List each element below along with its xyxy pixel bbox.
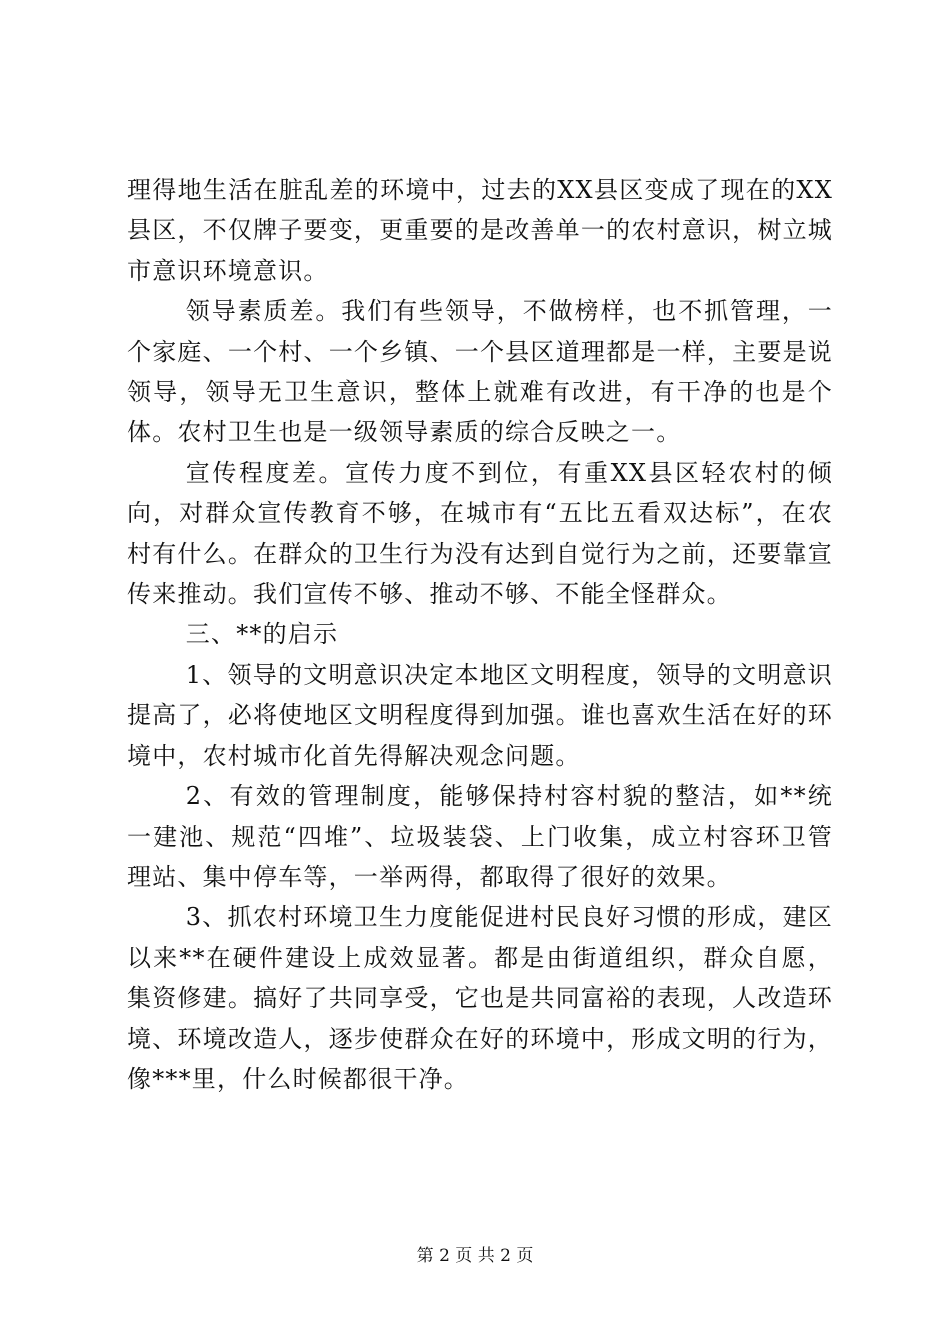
- paragraph-leadership-quality: 领导素质差。我们有些领导，不做榜样，也不抓管理，一个家庭、一个村、一个乡镇、一个县区道理都是一样，主要是说领导，领导无卫生意识，整体上就难有改进，有干净的也是个体。农村卫生也是一级领导素质的综合反映之一。: [127, 297, 833, 447]
- paragraph-publicity: 宣传程度差。宣传力度不到位，有重XX县区轻农村的倾向，对群众宣传教育不够，在城市有“五比五看双达标”，在农村有什么。在群众的卫生行为没有达到自觉行为之前，还要靠宣传来推动。我们宣传不够、推动不够、不能全怪群众。: [127, 458, 833, 609]
- paragraph-insight-1: 1、领导的文明意识决定本地区文明程度，领导的文明意识提高了，必将使地区文明程度得到加强。谁也喜欢生活在好的环境中，农村城市化首先得解决观念问题。: [127, 660, 833, 770]
- paragraph-insight-3: 3、抓农村环境卫生力度能促进村民良好习惯的形成，建区以来**在硬件建设上成效显著。都是由街道组织，群众自愿，集资修建。搞好了共同享受，它也是共同富裕的表现，人改造环境、环境改造人，逐步使群众在好的环境中，形成文明的行为，像***里，什么时候都很干净。: [127, 903, 833, 1093]
- section-heading-insights: 三、**的启示: [185, 620, 339, 649]
- paragraph-insight-2: 2、有效的管理制度，能够保持村容村貌的整洁，如**统一建池、规范“四堆”、垃圾装袋、上门收集，成立村容环卫管理站、集中停车等，一举两得，都取得了很好的效果。: [127, 782, 833, 891]
- paragraph-continuation: 理得地生活在脏乱差的环境中，过去的XX县区变成了现在的XX县区，不仅牌子要变，更重要的是改善单一的农村意识，树立城市意识环境意识。: [127, 176, 833, 285]
- page-footer: 第 2 页 共 2 页: [416, 1246, 534, 1266]
- document-body: [127, 170, 833, 1099]
